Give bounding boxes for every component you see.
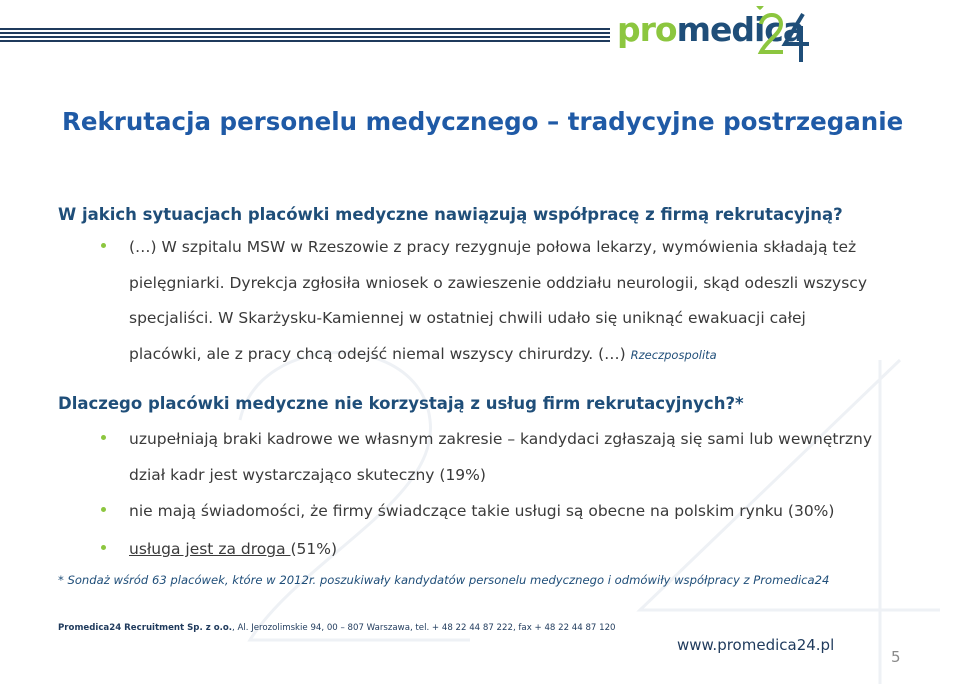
website-link[interactable]: www.promedica24.pl [677, 636, 835, 654]
logo-24-mark [755, 6, 811, 64]
section-question-2: Dlaczego placówki medyczne nie korzystają z usług firm rekrutacyjnych?* [58, 394, 744, 413]
bullet-dot-icon [101, 435, 106, 440]
list-item-text: (51%) [290, 540, 338, 558]
footer-contact [58, 623, 616, 633]
section-question-1: W jakich sytuacjach placówki medyczne nawiązują współpracę z firmą rekrutacyjną? [58, 205, 843, 224]
quote-text: (…) W szpitalu MSW w Rzeszowie z pracy rezygnuje połowa lekarzy, wymówienia składają też pielęgniarki. Dyrekcja zgłosiła wniosek o zawieszenie oddziału neurologii, skąd odeszli wszyscy specjaliści. W Skarżysku-Kamiennej w ostatniej chwili udało się uniknąć ewakuacji całej placówki, ale z pracy chcą odejść niemal wszyscy chirurdzy. (…) [129, 238, 867, 363]
footnote: * Sondaż wśród 63 placówek, które w 2012r. poszukiwały kandydatów personelu medycznego i odmówiły współpracy z Promedica24 [58, 573, 830, 587]
logo-text-pro: pro [617, 10, 677, 49]
list-item-underlined-text: usługa jest za droga [129, 540, 291, 558]
list-item [101, 532, 881, 568]
footer-company: Promedica24 Recruitment Sp. z o.o. [58, 623, 233, 633]
list-item [101, 494, 881, 530]
list-item-text: uzupełniają braki kadrowe we własnym zakresie – kandydaci zgłaszają się sami lub wewnętrzny dział kadr jest wystarczająco skuteczny (19%) [129, 430, 872, 484]
page-title: Rekrutacja personelu medycznego – tradycyjne postrzeganie [62, 107, 904, 136]
promedica24-logo [617, 6, 807, 64]
bullet-dot-icon [101, 507, 106, 512]
bullet-dot-icon [101, 243, 106, 248]
list-item [101, 230, 881, 373]
page-number: 5 [891, 648, 901, 666]
footer-address: , Al. Jerozolimskie 94, 00 – 807 Warszawa, tel. + 48 22 44 87 222, fax + 48 22 44 87 120 [232, 623, 616, 633]
bullet-dot-icon [101, 545, 106, 550]
logo-text-medica: medica [676, 10, 805, 49]
header-band [0, 28, 610, 42]
list-item [101, 422, 881, 493]
list-item-text: nie mają świadomości, że firmy świadczące takie usługi są obecne na polskim rynku (30%) [129, 502, 835, 520]
quote-source: Rzeczpospolita [630, 347, 717, 362]
